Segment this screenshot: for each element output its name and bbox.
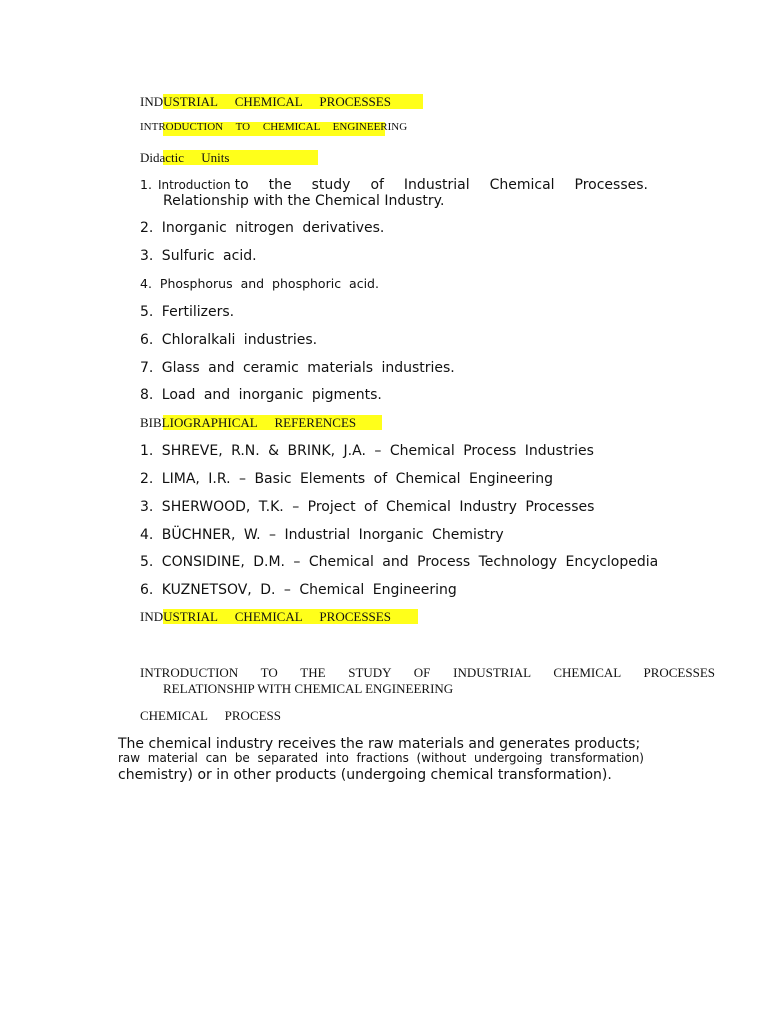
reference-item: 3. SHERWOOD, T.K. – Project of Chemical Industry Processes [140,499,595,515]
reference-item: 1. SHREVE, R.N. & BRINK, J.A. – Chemical Process Industries [140,443,594,459]
unit-item: 8. Load and inorganic pigments. [140,387,382,403]
section2-heading-line2: RELATIONSHIP WITH CHEMICAL ENGINEERING [163,681,454,696]
unit-item: 4. Phosphorus and phosphoric acid. [140,276,379,291]
unit-item: 7. Glass and ceramic materials industries. [140,360,455,376]
section2-title: INDUSTRIAL CHEMICAL PROCESSES [140,609,391,624]
reference-item: 6. KUZNETSOV, D. – Chemical Engineering [140,582,457,598]
section2-heading-line1: INTRODUCTION TO THE STUDY OF INDUSTRIAL CHEMICAL PROCESSES [140,665,715,680]
references-title: BIBLIOGRAPHICAL REFERENCES [140,415,357,430]
document-title: INDUSTRIAL CHEMICAL PROCESSES [140,94,391,109]
reference-item: 4. BÜCHNER, W. – Industrial Inorganic Chemistry [140,527,504,543]
unit-item-1-rest: to the study of Industrial Chemical Processes. [234,177,648,193]
unit-item: 5. Fertilizers. [140,304,235,320]
unit-item-1-number: 1. [140,177,152,192]
unit-item: 2. Inorganic nitrogen derivatives. [140,220,385,236]
paragraph-line-3: chemistry) or in other products (undergoing chemical transformation). [118,767,612,783]
reference-item: 2. LIMA, I.R. – Basic Elements of Chemical Engineering [140,471,554,487]
reference-item: 5. CONSIDINE, D.M. – Chemical and Process Technology Encyclopedia [140,554,659,570]
units-title: Didactic Units [140,150,230,165]
section2-subheading: CHEMICAL PROCESS [140,708,282,723]
paragraph-line-2: raw material can be separated into fractions (without undergoing transformation) [118,751,644,765]
document-subtitle: INTRODUCTION TO CHEMICAL ENGINEERING [140,121,408,133]
unit-item: 3. Sulfuric acid. [140,248,257,264]
unit-item-1-small: Introduction [157,178,231,192]
unit-item-1-line2: Relationship with the Chemical Industry. [163,193,445,209]
unit-item: 6. Chloralkali industries. [140,332,318,348]
paragraph-line-1: The chemical industry receives the raw materials and generates products; [118,736,641,752]
unit-item-1-line1 [140,177,648,193]
